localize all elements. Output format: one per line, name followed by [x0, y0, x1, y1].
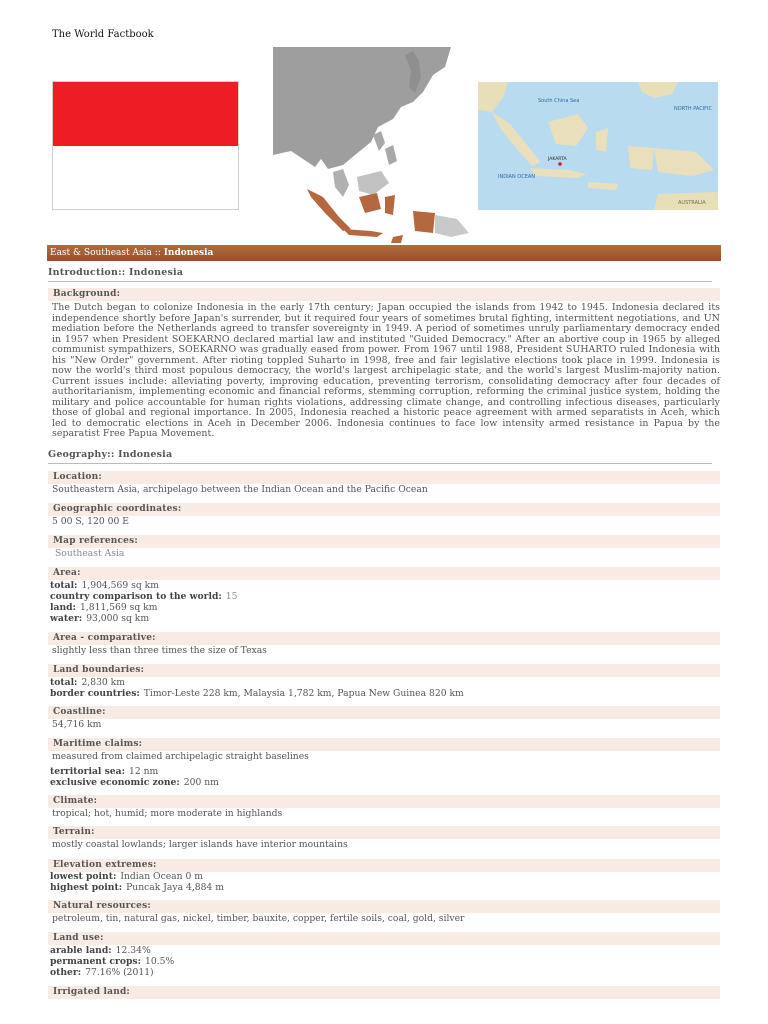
- landuse-other: other: 77.16% (2011): [50, 967, 154, 978]
- maritime-territorial-sea: territorial sea: 12 nm: [50, 766, 159, 777]
- breadcrumb-separator: ::: [154, 248, 161, 258]
- field-label-coordinates: Geographic coordinates:: [48, 503, 720, 516]
- field-label-coastline: Coastline:: [48, 706, 720, 719]
- field-label-natural-resources: Natural resources:: [48, 900, 720, 913]
- field-value-natural-resources: petroleum, tin, natural gas, nickel, timber, bauxite, copper, fertile soils, coal, gold, silver: [52, 913, 465, 924]
- region-name[interactable]: East & Southeast Asia: [50, 248, 152, 258]
- field-value-location: Southeastern Asia, archipelago between the Indian Ocean and the Pacific Ocean: [52, 484, 428, 495]
- svg-text:AUSTRALIA: AUSTRALIA: [678, 200, 706, 206]
- field-value-climate: tropical; hot, humid; more moderate in highlands: [52, 808, 283, 819]
- flag-white-band: [53, 146, 238, 210]
- boundaries-countries: border countries: Timor-Leste 228 km, Malaysia 1,782 km, Papua New Guinea 820 km: [50, 688, 464, 699]
- field-label-maritime-claims: Maritime claims:: [48, 738, 720, 751]
- field-label-map-references: Map references:: [48, 535, 720, 548]
- area-total: total: 1,904,569 sq km: [50, 580, 159, 591]
- svg-text:NORTH PACIFIC: NORTH PACIFIC: [674, 106, 713, 112]
- field-label-area-comparative: Area - comparative:: [48, 632, 720, 645]
- area-land: land: 1,811,569 sq km: [50, 602, 158, 613]
- section-heading-geography[interactable]: Geography:: Indonesia: [48, 449, 712, 464]
- field-label-elevation: Elevation extremes:: [48, 859, 720, 872]
- field-value-area-comparative: slightly less than three times the size of Texas: [52, 645, 267, 656]
- field-value-terrain: mostly coastal lowlands; larger islands have interior mountains: [52, 839, 348, 850]
- boundaries-total: total: 2,830 km: [50, 677, 125, 688]
- region-locator-map: [273, 47, 473, 243]
- field-label-location: Location:: [48, 471, 720, 484]
- country-map: [478, 82, 718, 210]
- elevation-highest: highest point: Puncak Jaya 4,884 m: [50, 882, 224, 893]
- field-label-land-use: Land use:: [48, 932, 720, 945]
- landuse-arable: arable land: 12.34%: [50, 945, 151, 956]
- svg-text:South China Sea: South China Sea: [538, 98, 580, 104]
- elevation-lowest: lowest point: Indian Ocean 0 m: [50, 871, 203, 882]
- maritime-eez: exclusive economic zone: 200 nm: [50, 777, 219, 788]
- flag-image: [52, 81, 239, 210]
- field-label-terrain: Terrain:: [48, 826, 720, 839]
- svg-text:JAKARTA: JAKARTA: [548, 157, 567, 162]
- field-value-coordinates: 5 00 S, 120 00 E: [52, 516, 129, 527]
- field-label-land-boundaries: Land boundaries:: [48, 664, 720, 677]
- area-rank: country comparison to the world: 15: [50, 591, 238, 602]
- field-label-background: Background:: [48, 288, 720, 301]
- section-heading-introduction[interactable]: Introduction:: Indonesia: [48, 267, 712, 282]
- svg-text:INDIAN OCEAN: INDIAN OCEAN: [498, 174, 536, 180]
- map-references-link[interactable]: Southeast Asia: [55, 548, 125, 559]
- area-rank-link[interactable]: 15: [225, 591, 238, 602]
- flag-red-band: [53, 82, 238, 146]
- background-text: The Dutch began to colonize Indonesia in the early 17th century; Japan occupied the islands from 1942 to 1945. Indonesia declared its independence shortly before Japan's surrender, but it required four years of sometimes brutal fighting, intermittent negotiations, and UN mediation before the Netherlands agreed to transfer sovereignty in 1949. A period of sometimes unruly parliamentary democracy ended in 1957 when President SOEKARNO declared martial law and instituted "Guided Democracy." After an abortive coup in 1965 by alleged communist sympathizers, SOEKARNO was gradually eased from power. From 1967 until 1988, President SUHARTO ruled Indonesia with his "New Order" government. After rioting toppled Suharto in 1998, free and fair legislative elections took place in 1999. Indonesia is now the world's third most populous democracy, the world's largest archipelagic state, and the world's largest Muslim-majority nation. Current issues include: alleviating poverty, improving education, preventing terrorism, consolidating democracy after four decades of authoritarianism, implementing economic and financial reforms, stemming corruption, reforming the criminal justice system, holding the military and police accountable for human rights violations, addressing climate change, and controlling infectious diseases, particularly those of global and regional importance. In 2005, Indonesia reached a historic peace agreement with armed separatists in Aceh, which led to democratic elections in Aceh in December 2006. Indonesia continues to face low intensity armed resistance in Papua by the separatist Free Papua Movement.: [52, 302, 720, 439]
- region-breadcrumb-bar[interactable]: [47, 245, 721, 261]
- field-label-area: Area:: [48, 567, 720, 580]
- field-label-climate: Climate:: [48, 795, 720, 808]
- field-value-maritime-claims: measured from claimed archipelagic straight baselines: [52, 751, 309, 762]
- field-label-irrigated-land: Irrigated land:: [48, 986, 720, 999]
- landuse-permanent-crops: permanent crops: 10.5%: [50, 956, 175, 967]
- country-name: Indonesia: [163, 248, 214, 258]
- field-value-coastline: 54,716 km: [52, 719, 102, 730]
- area-water: water: 93,000 sq km: [50, 613, 150, 624]
- site-title: The World Factbook: [52, 29, 154, 40]
